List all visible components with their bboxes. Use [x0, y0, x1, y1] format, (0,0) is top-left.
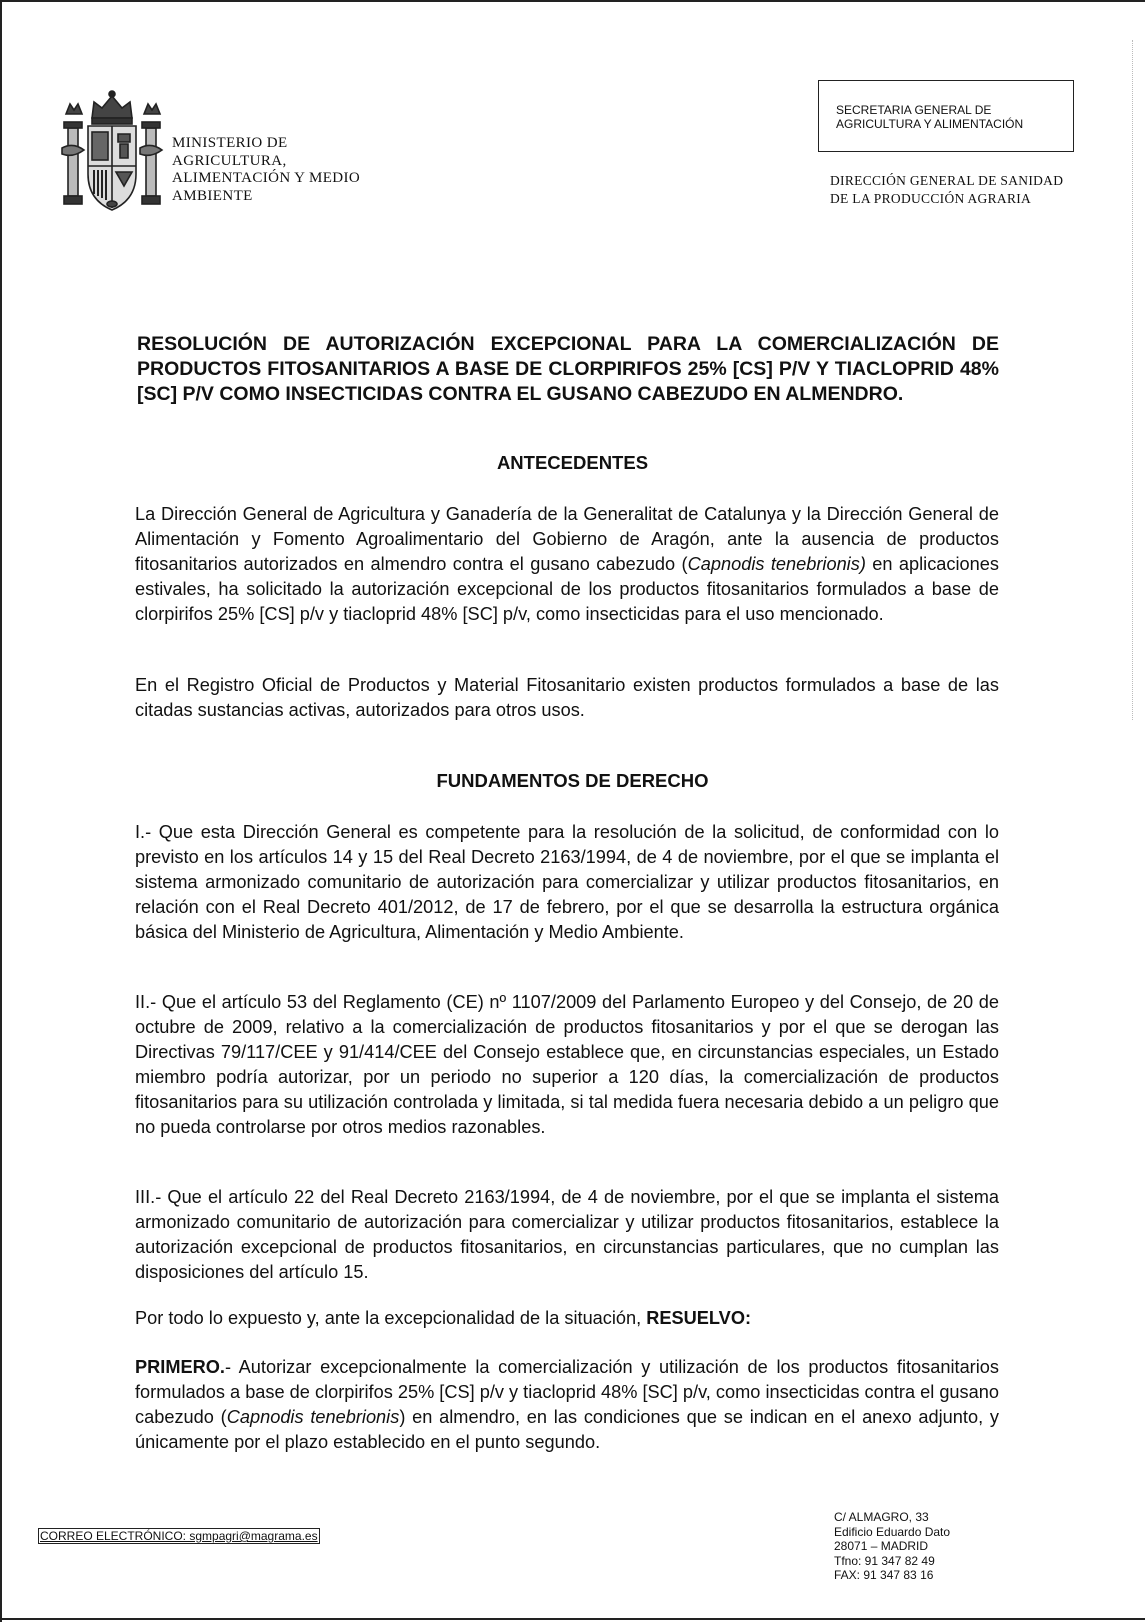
- scan-edge-specks: [1132, 40, 1139, 720]
- secretaria-line: AGRICULTURA Y ALIMENTACIÓN: [836, 117, 1024, 131]
- secretaria-box: [818, 80, 1074, 152]
- primero-paragraph: [135, 1355, 999, 1455]
- fundamento-2: II.- Que el artículo 53 del Reglamento (CE) nº 1107/2009 del Parlamento Europeo y del Consejo, de 20 de octubre de 2009, relativo a la comercialización de productos fitosanitarios y por el que se derogan las Directivas 79/117/CEE y 91/414/CEE del Consejo establece que, en circunstancias especiales, un Estado miembro podría autorizar, por un periodo no superior a 120 días, la comercialización de productos fitosanitarios para su utilización controlada y limitada, si tal medida fuera necesaria debido a un peligro que no pueda controlarse por otros medios razonables.: [135, 992, 999, 1137]
- species-name: Capnodis tenebrionis: [226, 1407, 400, 1427]
- direccion-line: DE LA PRODUCCIÓN AGRARIA: [830, 191, 1032, 206]
- direccion-general: [830, 172, 1063, 208]
- antecedentes-heading: ANTECEDENTES: [496, 452, 649, 473]
- coat-of-arms-icon: [58, 88, 166, 216]
- text-run: La Dirección General de Agricultura y Ganadería de la Generalitat de Catalunya y la Dirección General de Alimentación y Fomento Agroalimentario del Gobierno de Aragón, ante la ausencia de productos fitosanitarios autorizados en almendro contra el gusano cabezudo (: [135, 504, 999, 574]
- ministry-line: AGRICULTURA,: [172, 152, 287, 169]
- scan-border-bottom: [0, 1618, 1145, 1620]
- text-run: en aplicaciones estivales, ha solicitado la autorización excepcional de los productos fitosanitarios formulados a base de clorpirifos 25% [CS] p/v y tiacloprid 48% [SC] p/v, como insecticidas para el uso mencionado.: [135, 554, 999, 624]
- address-line: Edificio Eduardo Dato: [834, 1524, 951, 1539]
- text-run: Por todo lo expuesto y, ante la excepcionalidad de la situación,: [135, 1308, 647, 1328]
- document-title: RESOLUCIÓN DE AUTORIZACIÓN EXCEPCIONAL PARA LA COMERCIALIZACIÓN DE PRODUCTOS FITOSANITARIOS A BASE DE CLORPIRIFOS 25% [CS] P/V Y TIACLOPRID 48% [SC] P/V COMO INSECTICIDAS CONTRA EL GUSANO CABEZUDO EN ALMENDRO.: [137, 333, 999, 405]
- scan-border-left: [0, 0, 2, 1622]
- address-line: Tfno: 91 347 82 49: [834, 1553, 935, 1568]
- address-line: FAX: 91 347 83 16: [834, 1568, 934, 1582]
- direccion-line: DIRECCIÓN GENERAL DE SANIDAD: [830, 173, 1064, 188]
- address-line: C/ ALMAGRO, 33: [834, 1510, 929, 1524]
- text-run: ) en almendro, en las condiciones que se indican en el anexo adjunto, y únicamente por el plazo establecido en el punto segundo.: [135, 1407, 999, 1452]
- scan-border-top: [0, 0, 1145, 2]
- email-contact: CORREO ELECTRÓNICO: sgmpagri@magrama.es: [40, 1529, 318, 1543]
- fundamentos-heading: FUNDAMENTOS DE DERECHO: [436, 770, 709, 791]
- fundamento-3: III.- Que el artículo 22 del Real Decreto 2163/1994, de 4 de noviembre, por el que se implanta el sistema armonizado comunitario de autorización para comercializar y utilizar productos fitosanitarios, establece la autorización excepcional de productos fitosanitarios, en circunstancias particulares, que no cumplan las disposiciones del artículo 15.: [135, 1187, 999, 1282]
- address-line: 28071 – MADRID: [834, 1539, 929, 1553]
- antecedentes-paragraph-2: En el Registro Oficial de Productos y Material Fitosanitario existen productos formulados a base de las citadas sustancias activas, autorizados para otros usos.: [135, 675, 999, 720]
- primero-label: PRIMERO.: [135, 1357, 225, 1377]
- secretaria-line: SECRETARIA GENERAL DE: [836, 103, 992, 117]
- ministry-line: MINISTERIO DE: [172, 135, 288, 151]
- antecedentes-paragraph-1: [135, 502, 999, 627]
- text-run: - Autorizar excepcionalmente la comercialización y utilización de los productos fitosanitarios formulados a base de clorpirifos 25% [CS] p/v y tiacloprid 48% [SC] p/v, como insecticidas contra el gusano cabezudo (: [135, 1357, 999, 1427]
- resuelvo-label: RESUELVO:: [646, 1308, 752, 1328]
- fundamento-1: I.- Que esta Dirección General es competente para la resolución de la solicitud, de conformidad con lo previsto en los artículos 14 y 15 del Real Decreto 2163/1994, de 4 de noviembre, por el que se implanta el sistema armonizado comunitario de autorización para comercializar y utilizar productos fitosanitarios, en relación con el Real Decreto 401/2012, de 17 de febrero, por el que se desarrolla la estructura orgánica básica del Ministerio de Agricultura, Alimentación y Medio Ambiente.: [135, 822, 999, 942]
- ministry-name: [172, 135, 360, 205]
- ministry-line: AMBIENTE: [172, 187, 253, 204]
- species-name: Capnodis tenebrionis): [687, 554, 866, 574]
- ministry-line: ALIMENTACIÓN Y MEDIO: [172, 170, 361, 186]
- postal-address: [834, 1510, 950, 1583]
- resuelvo-paragraph: [135, 1306, 999, 1331]
